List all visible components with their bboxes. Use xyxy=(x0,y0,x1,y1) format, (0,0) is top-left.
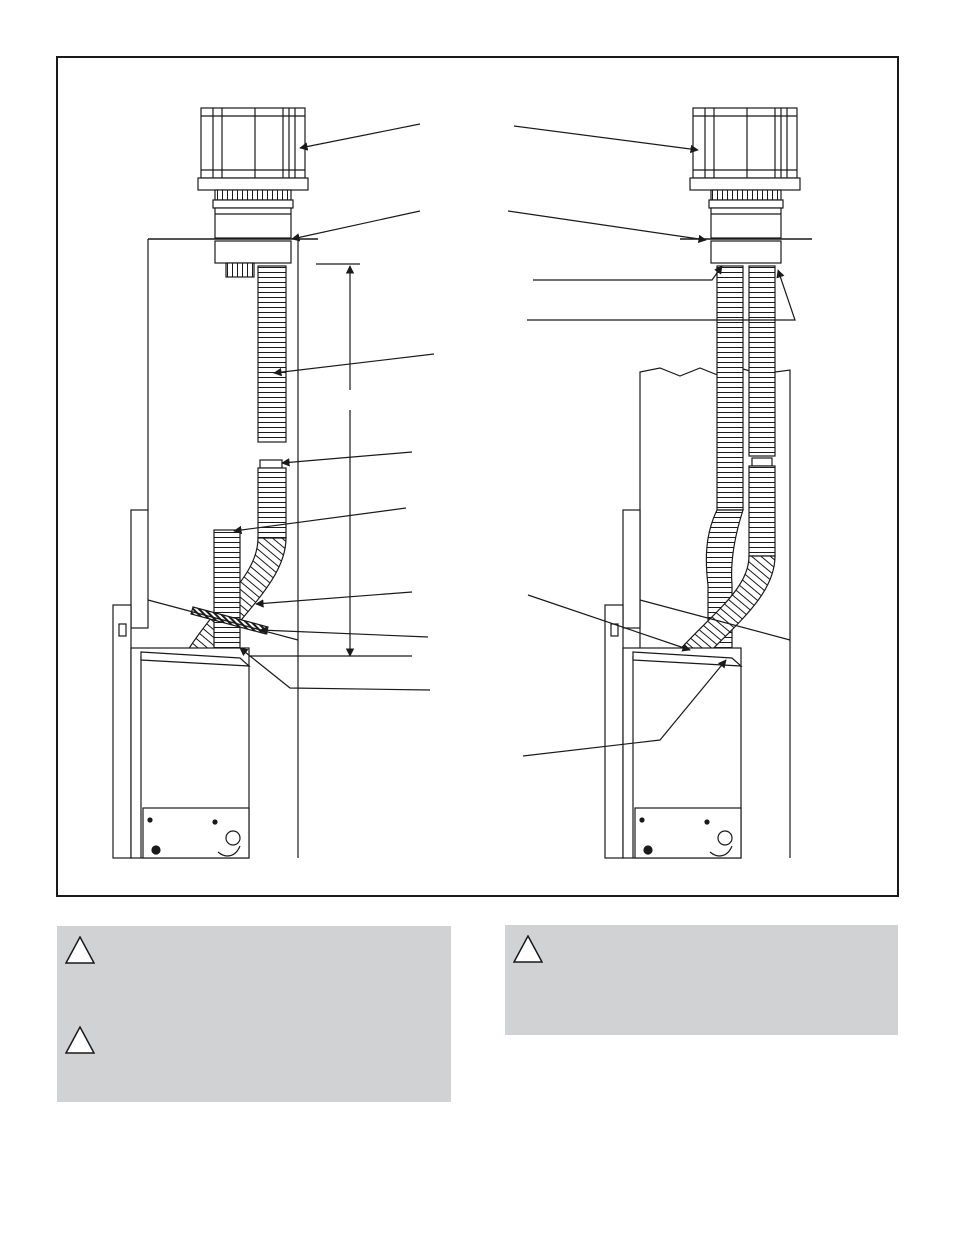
warning-triangle-icon xyxy=(513,935,543,963)
right-installation-view xyxy=(508,108,812,858)
warning-panel-right xyxy=(505,925,898,1035)
warning-triangle-icon xyxy=(65,936,95,964)
warning-triangle-icon xyxy=(65,1026,95,1054)
chimney-cap-left xyxy=(198,108,308,238)
left-installation-view xyxy=(113,108,434,858)
chimney-cap-right xyxy=(690,108,800,238)
warning-panel-left xyxy=(57,926,451,1102)
